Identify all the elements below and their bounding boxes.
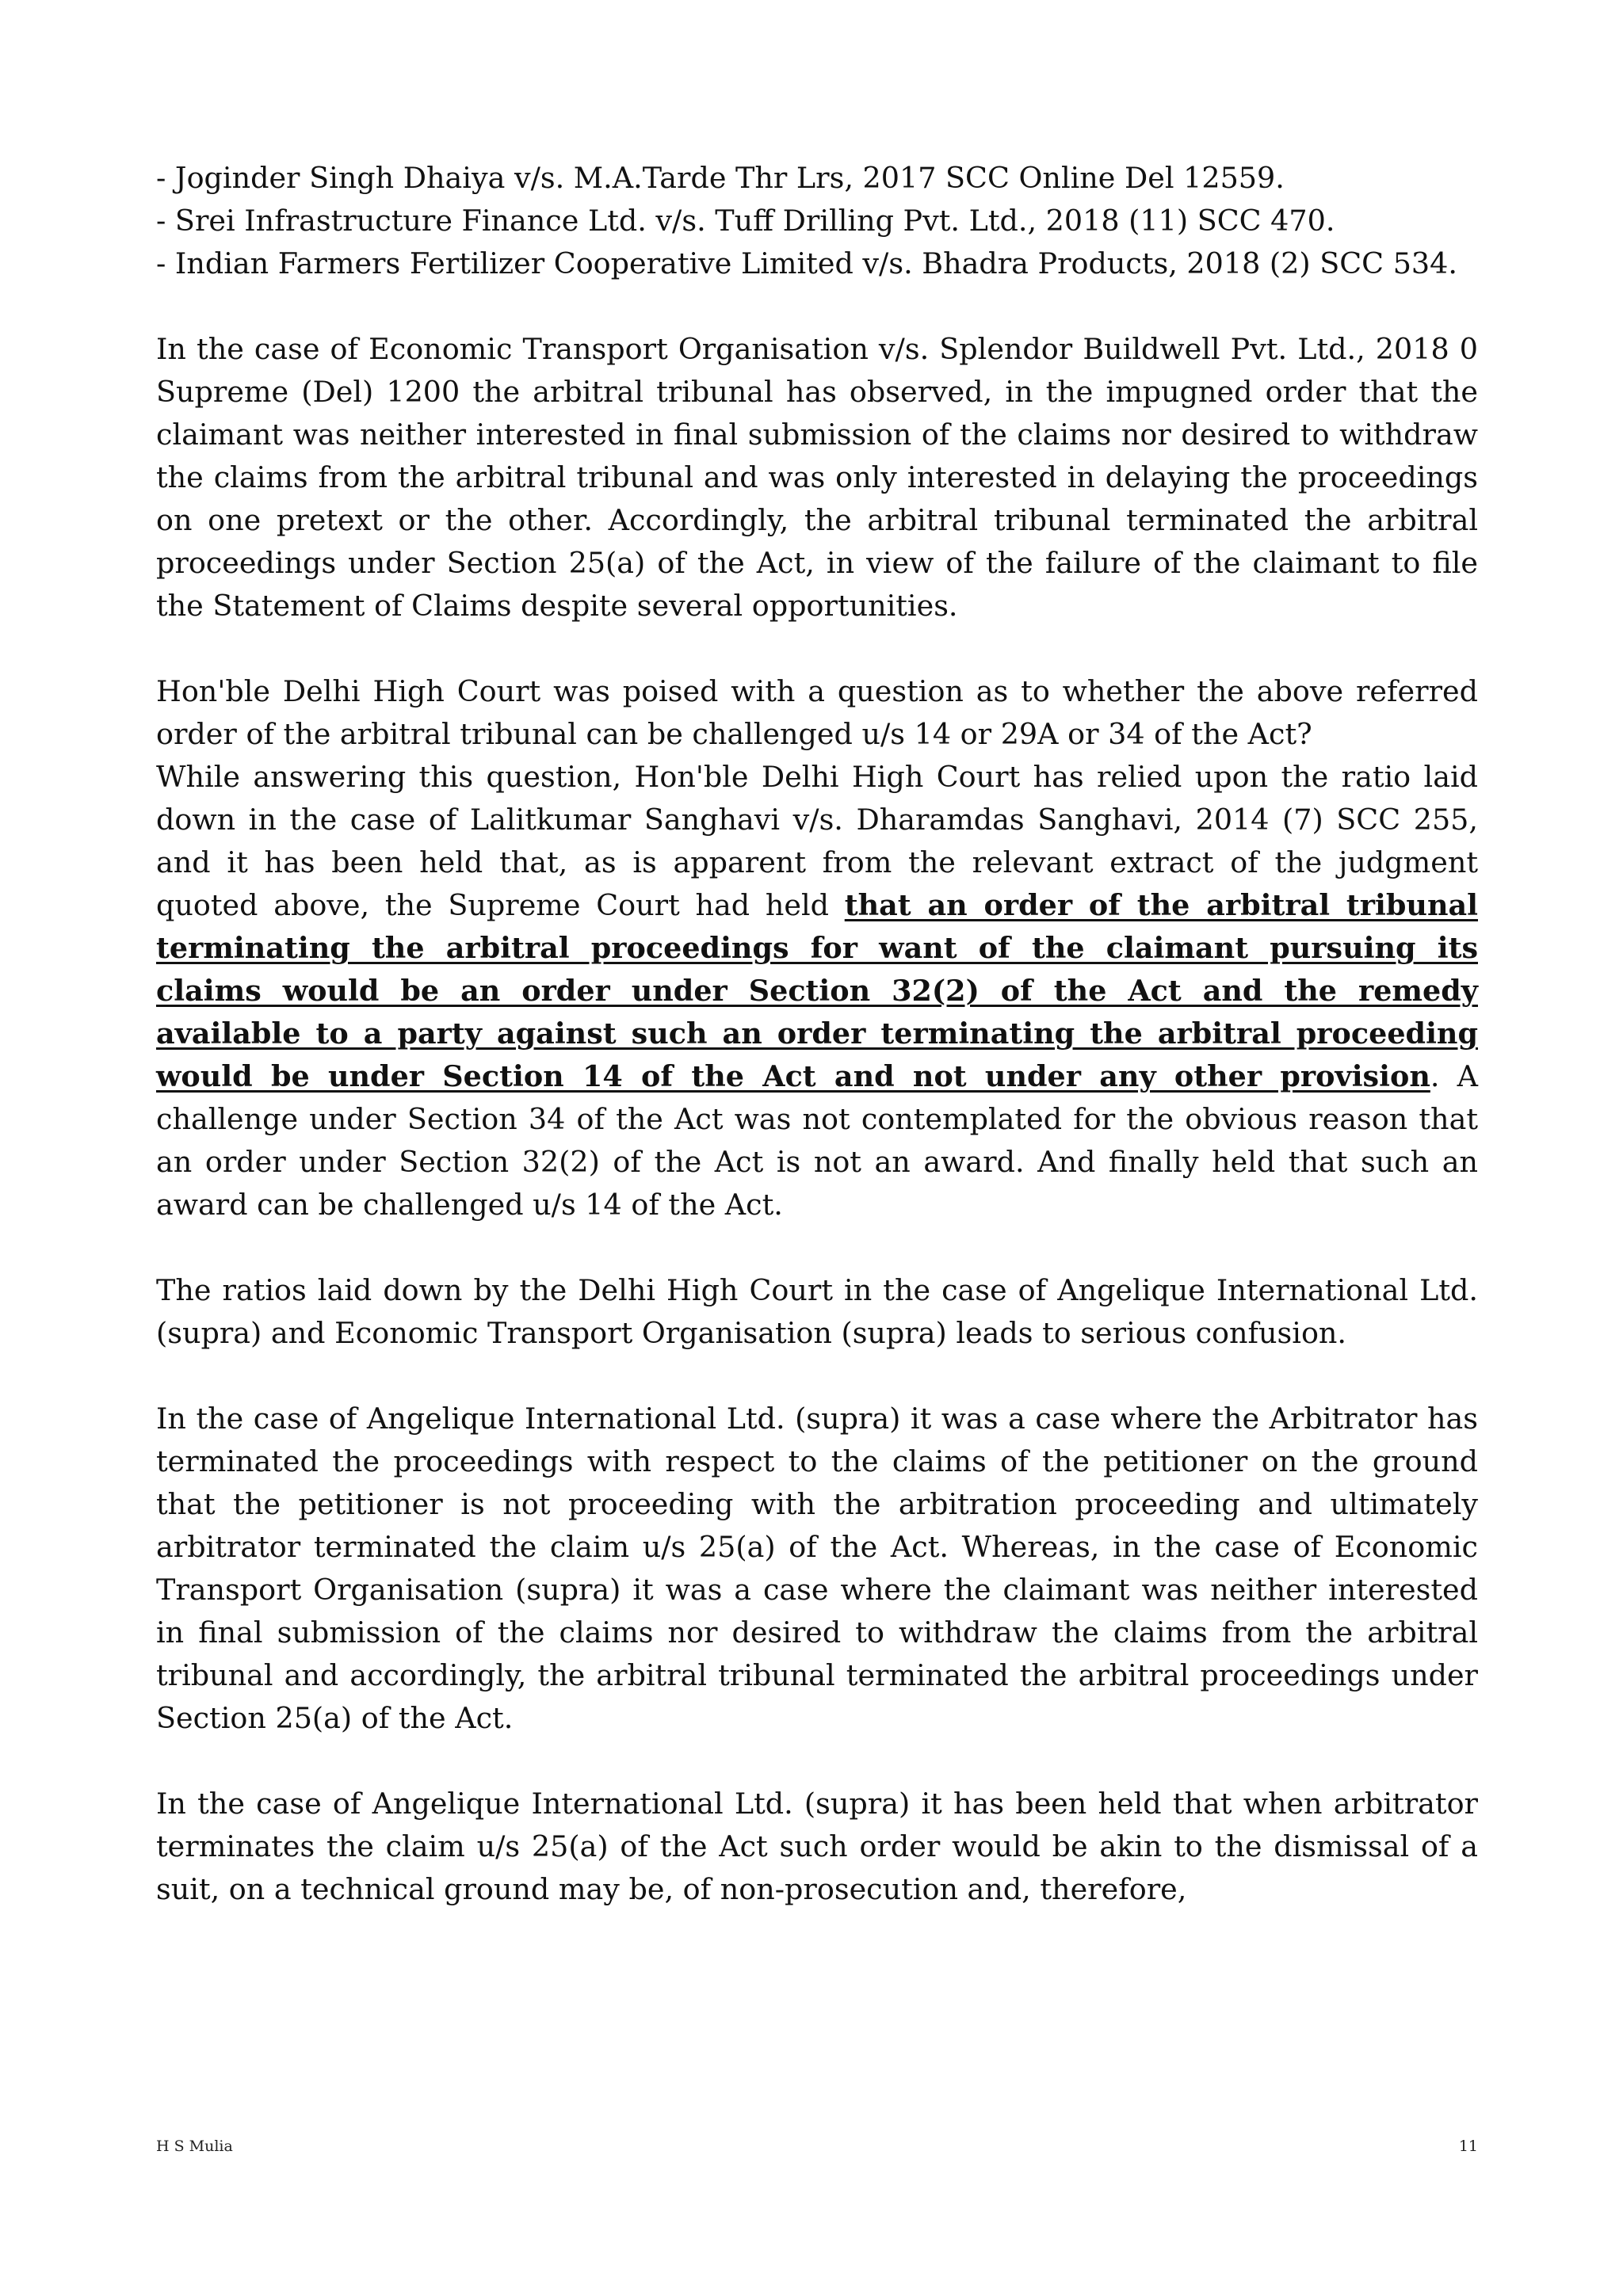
footer-author: H S Mulia	[156, 2138, 233, 2155]
reference-item: - Indian Farmers Fertilizer Cooperative Limited v/s. Bhadra Products, 2018 (2) SCC 534.	[156, 246, 1457, 280]
page-number: 11	[1458, 2138, 1478, 2155]
paragraph-comparison: In the case of Angelique International Ltd. (supra) it was a case where the Arbitrator has terminated the proceedings with respect to the claims of the petitioner on the ground that the petitioner is not proceeding with the arbitration proceeding and ultimately arbitrator terminated the claim u/s 25(a) of the Act. Whereas, in the case of Economic Transport Organisation (supra) it was a case where the claimant was neither interested in final submission of the claims nor desired to withdraw the claims from the arbitral tribunal and accordingly, the arbitral tribunal terminated the arbitral proceedings under Section 25(a) of the Act.	[156, 1402, 1478, 1735]
paragraph-angelique-holding: In the case of Angelique International Ltd. (supra) it has been held that when arbitrator terminates the claim u/s 25(a) of the Act such order would be akin to the dismissal of a suit, on a technical ground may be, of non-prosecution and, therefore,	[156, 1787, 1478, 1906]
answer-text-continued: . A challenge under Section 34 of the Act was not contemplated for the obvious reason that an order under Section 32(2) of the Act is not an award. And finally held that such an award can be challenged u/s 14 of the Act.	[156, 1059, 1478, 1222]
paragraph-confusion: The ratios laid down by the Delhi High Court in the case of Angelique International Ltd. (supra) and Economic Transport Organisation (supra) leads to serious confusion.	[156, 1273, 1478, 1350]
paragraph-answer	[156, 756, 1478, 1226]
paragraph-economic-transport: In the case of Economic Transport Organisation v/s. Splendor Buildwell Pvt. Ltd., 2018 0 Supreme (Del) 1200 the arbitral tribunal has observed, in the impugned order that the claimant was neither interested in final submission of the claims nor desired to withdraw the claims from the arbitral tribunal and was only interested in delaying the proceedings on one pretext or the other. Accordingly, the arbitral tribunal terminated the arbitral proceedings under Section 25(a) of the Act, in view of the failure of the claimant to file the Statement of Claims despite several opportunities.	[156, 332, 1478, 623]
page-footer	[156, 2138, 1478, 2155]
reference-item: - Joginder Singh Dhaiya v/s. M.A.Tarde Thr Lrs, 2017 SCC Online Del 12559.	[156, 161, 1285, 195]
emphasized-holding: that an order of the arbitral tribunal terminating the arbitral proceedings for want of the claimant pursuing its claims would be an order under Section 32(2) of the Act and the remedy available to a party against such an order terminating the arbitral proceeding would be under Section 14 of the Act and not under any other provision	[156, 888, 1478, 1093]
answer-text: While answering this question, Hon'ble Delhi High Court has relied upon the ratio laid down in the case of Lalitkumar Sanghavi v/s. Dharamdas Sanghavi, 2014 (7) SCC 255, and it has been held that, as is apparent from the relevant extract of the judgment quoted above, the Supreme Court had held	[156, 760, 1478, 922]
reference-item: - Srei Infrastructure Finance Ltd. v/s. Tuff Drilling Pvt. Ltd., 2018 (11) SCC 470.	[156, 204, 1335, 238]
document-body	[156, 157, 1478, 1911]
paragraph-question: Hon'ble Delhi High Court was poised with a question as to whether the above referred order of the arbitral tribunal can be challenged u/s 14 or 29A or 34 of the Act?	[156, 674, 1478, 751]
